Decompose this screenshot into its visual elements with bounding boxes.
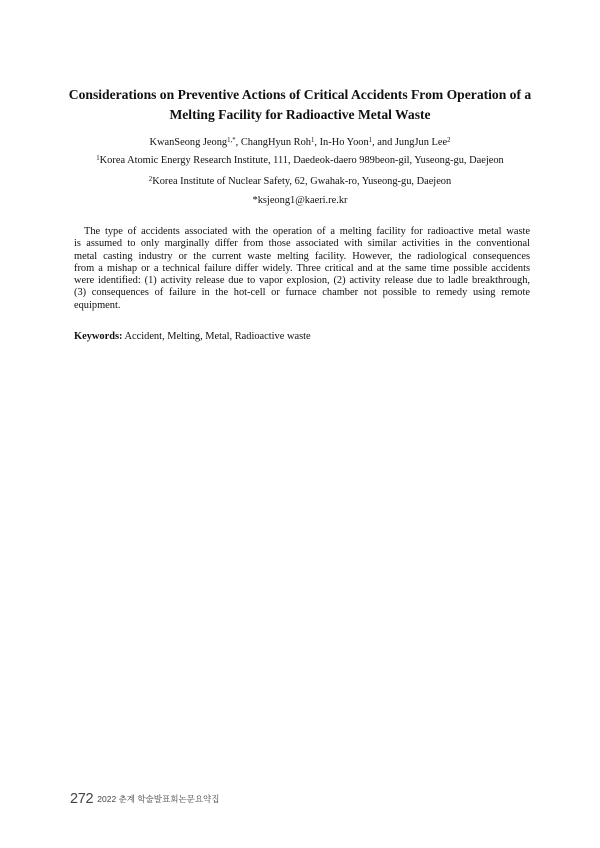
author-name: KwanSeong Jeong bbox=[149, 137, 228, 148]
author-name: JungJun Lee bbox=[394, 137, 448, 148]
author-separator: , bbox=[235, 137, 241, 148]
page-footer bbox=[70, 790, 219, 808]
abstract-line: metal casting industry or the current waste melting facility. However, the radiological consequences bbox=[74, 250, 530, 262]
affiliation-text: Korea Atomic Energy Research Institute, 111, Daedeok-daero 989beon-gil, Yuseong-gu, Daejeon bbox=[99, 155, 504, 166]
author-name: In-Ho Yoon bbox=[319, 137, 369, 148]
title-line-1: Considerations on Preventive Actions of Critical Accidents From Operation of a bbox=[68, 87, 532, 102]
keywords-text: Accident, Melting, Metal, Radioactive waste bbox=[122, 331, 311, 342]
proceedings-title: 2022 춘계 학술발표회논문요약집 bbox=[97, 794, 220, 804]
title-line-2: Melting Facility for Radioactive Metal Waste bbox=[169, 106, 431, 122]
abstract-line: were identified: (1) activity release due to vapor explosion, (2) activity release due to ladle breakthrough, bbox=[74, 275, 530, 287]
corresponding-email: *ksjeong1@kaeri.re.kr bbox=[252, 195, 348, 206]
author-separator: , and bbox=[372, 137, 395, 148]
paper-title bbox=[60, 85, 540, 124]
affiliation-marker: 2 bbox=[148, 176, 153, 183]
affiliation-marker: 1 bbox=[96, 155, 100, 162]
affiliation-text: Korea Institute of Nuclear Safety, 62, Gwahak-ro, Yuseong-gu, Daejeon bbox=[152, 176, 452, 187]
page-number: 272 bbox=[70, 791, 94, 807]
author-affiliation-marker: 1 bbox=[368, 137, 373, 144]
abstract-line: equipment. bbox=[74, 299, 121, 311]
author-separator: , bbox=[314, 137, 320, 148]
abstract-line: The type of accidents associated with the operation of a melting facility for radioactive metal waste bbox=[84, 226, 530, 237]
abstract-line: from a mishap or a technical failure differ widely. Three critical and at the same time possible accidents bbox=[74, 262, 530, 274]
affiliation-2 bbox=[40, 176, 560, 188]
author-affiliation-marker: 2 bbox=[447, 137, 451, 144]
keywords-label: Keywords: bbox=[74, 331, 123, 342]
author-list bbox=[40, 137, 560, 149]
author-affiliation-marker: 1,* bbox=[227, 137, 236, 144]
author-affiliation-marker: 1 bbox=[310, 137, 315, 144]
affiliation-1 bbox=[40, 155, 560, 167]
author-name: ChangHyun Roh bbox=[240, 137, 311, 148]
abstract-line: (3) consequences of failure in the hot-cell or furnace chamber not possible to remedy using remote bbox=[74, 287, 530, 299]
keywords bbox=[74, 331, 530, 343]
abstract bbox=[74, 226, 530, 312]
abstract-line: is assumed to only marginally differ from those associated with similar activities in the conventional bbox=[74, 238, 530, 250]
